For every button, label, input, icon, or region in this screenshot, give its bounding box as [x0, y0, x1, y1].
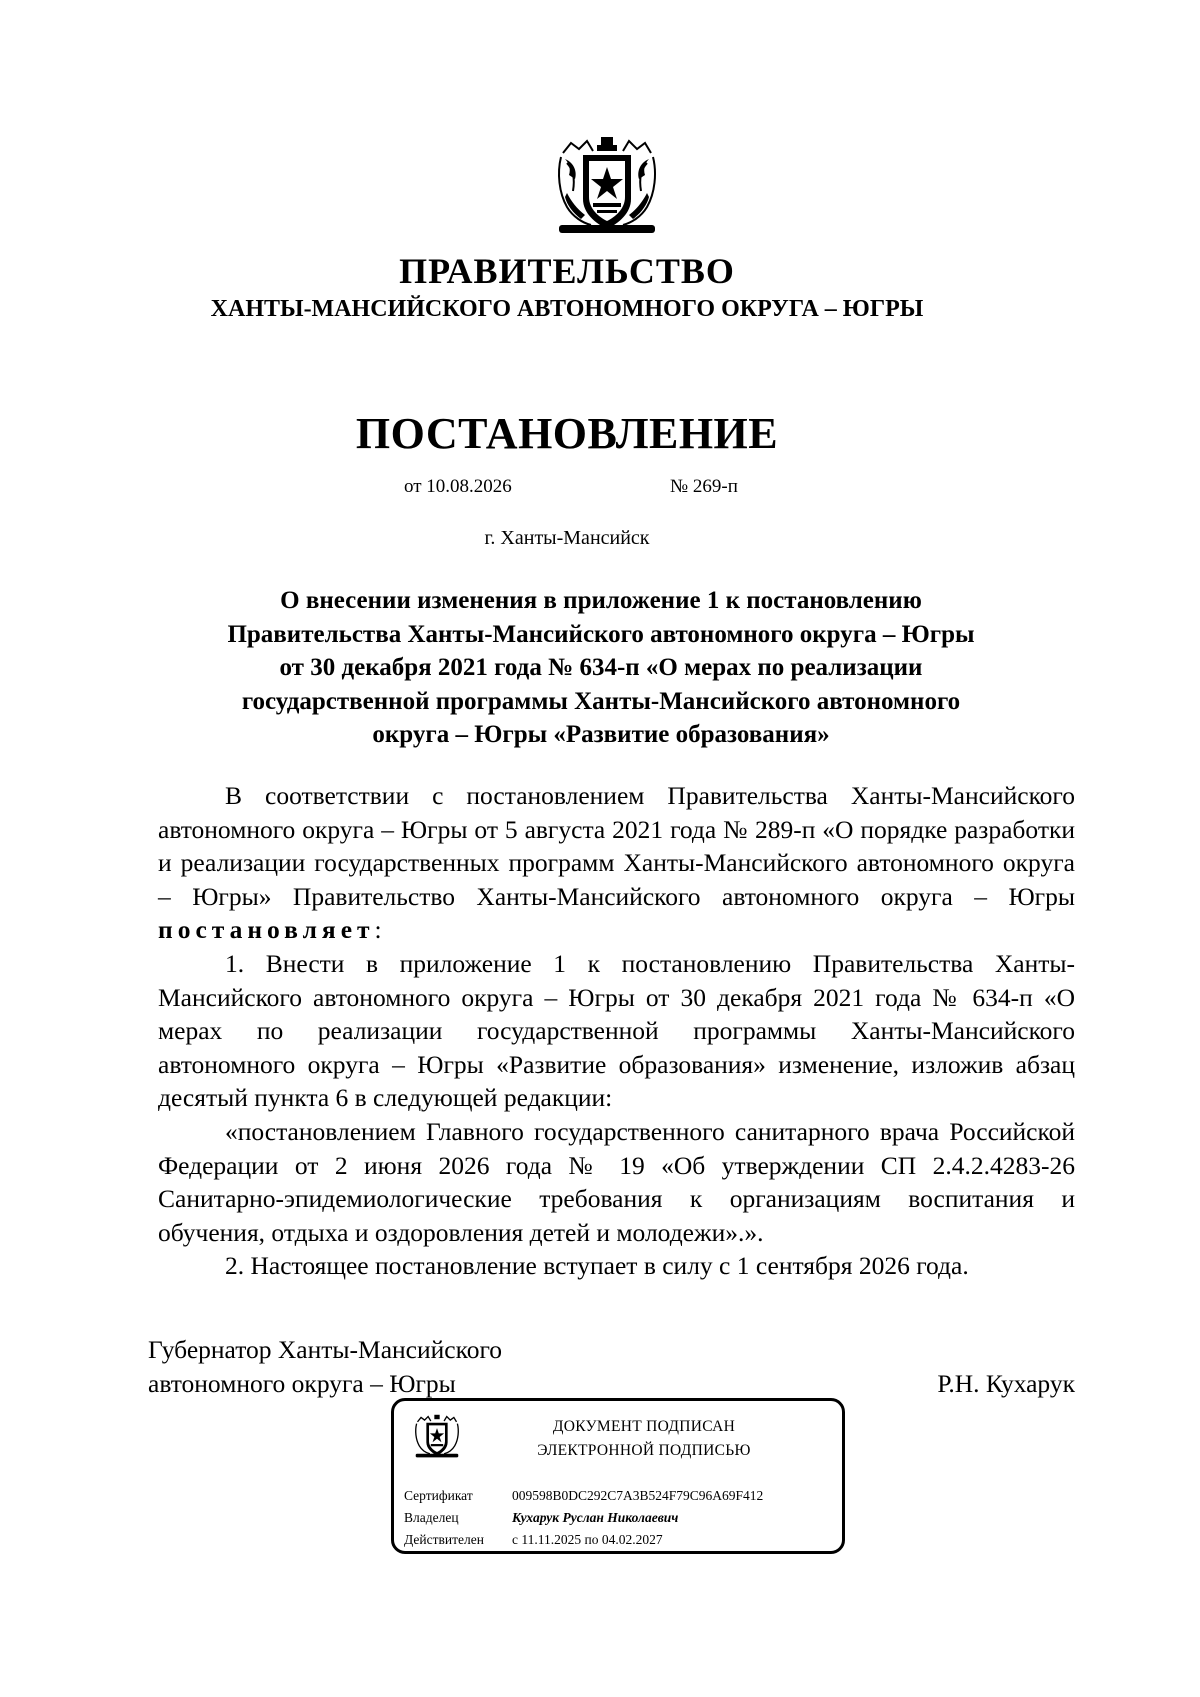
- owner-label: Владелец: [404, 1510, 459, 1525]
- organization-title: ПРАВИТЕЛЬСТВО: [399, 251, 735, 291]
- subject-line: от 30 декабря 2021 года № 634-п «О мерах по реализации: [279, 654, 923, 681]
- item-1-paragraph: 1. Внести в приложение 1 к постановлению Правительства Ханты-Мансийского автономного округа – Югры от 30 декабря 2021 года № 634-п «О мерах по реализации государственной программы Ханты-Мансийского автономного округа – Югры «Развитие образования» изменение, изложив абзац десятый пункта 6 в следующей редакции:: [158, 948, 1075, 1113]
- resolves-word: постановляет: [158, 915, 375, 945]
- certificate-row: [404, 1488, 763, 1504]
- intro-text: В соответствии с постановлением Правительства Ханты-Мансийского автономного округа – Югры от 5 августа 2021 года № 289-п «О порядке разработки и реализации государственных программ Ханты-Мансийского автономного округа – Югры» Правительство Ханты-Мансийского автономного округа – Югры: [158, 781, 1075, 911]
- owner-value: Кухарук Руслан Николаевич: [512, 1510, 679, 1525]
- subject-line: государственной программы Ханты-Мансийского автономного: [241, 687, 961, 715]
- region-title: ХАНТЫ-МАНСИЙСКОГО АВТОНОМНОГО ОКРУГА – ЮГРЫ: [210, 296, 924, 322]
- certificate-value: 009598B0DC292C7A3B524F79C96A69F412: [512, 1488, 764, 1503]
- subject-line: округа – Югры «Развитие образования»: [372, 721, 830, 748]
- coat-of-arms-icon: [553, 133, 661, 239]
- document-city: г. Ханты-Мансийск: [484, 527, 650, 549]
- document-subject: [156, 584, 1046, 752]
- validity-label: Действителен: [404, 1532, 484, 1547]
- position-line: Губернатор Ханты-Мансийского: [148, 1335, 503, 1364]
- electronic-signature-stamp: [391, 1398, 845, 1554]
- owner-row: [404, 1510, 678, 1526]
- subject-line: Правительства Ханты-Мансийского автономного округа – Югры: [227, 620, 975, 648]
- validity-value: с 11.11.2025 по 04.02.2027: [512, 1532, 663, 1547]
- signature-heading-line: ЭЛЕКТРОННОЙ ПОДПИСЬЮ: [537, 1442, 751, 1459]
- signatory-name: Р.Н. Кухарук: [937, 1369, 1075, 1398]
- coat-of-arms-icon: [413, 1413, 461, 1460]
- intro-paragraph: [158, 779, 1075, 947]
- document-body: [158, 779, 1075, 1283]
- signatory-position: [148, 1333, 502, 1401]
- item-2-paragraph: 2. Настоящее постановление вступает в силу с 1 сентября 2026 года.: [225, 1251, 969, 1281]
- document-type: ПОСТАНОВЛЕНИЕ: [355, 409, 779, 458]
- validity-row: [404, 1532, 663, 1548]
- subject-line: О внесении изменения в приложение 1 к постановлению: [280, 587, 922, 614]
- certificate-label: Сертификат: [404, 1488, 473, 1503]
- signature-heading: [484, 1415, 804, 1463]
- quote-paragraph: «постановлением Главного государственного санитарного врача Российской Федерации от 2 июня 2026 года № 19 «Об утверждении СП 2.4.2.4283-26 Санитарно-эпидемиологические требования к организациям воспитания и обучения, отдыха и оздоровления детей и молодежи».».: [158, 1116, 1075, 1247]
- resolves-colon: :: [374, 915, 382, 945]
- document-date: от 10.08.2026: [404, 476, 512, 497]
- signature-heading-line: ДОКУМЕНТ ПОДПИСАН: [552, 1418, 736, 1435]
- document-number: № 269-п: [670, 476, 738, 497]
- position-line: автономного округа – Югры: [148, 1369, 456, 1398]
